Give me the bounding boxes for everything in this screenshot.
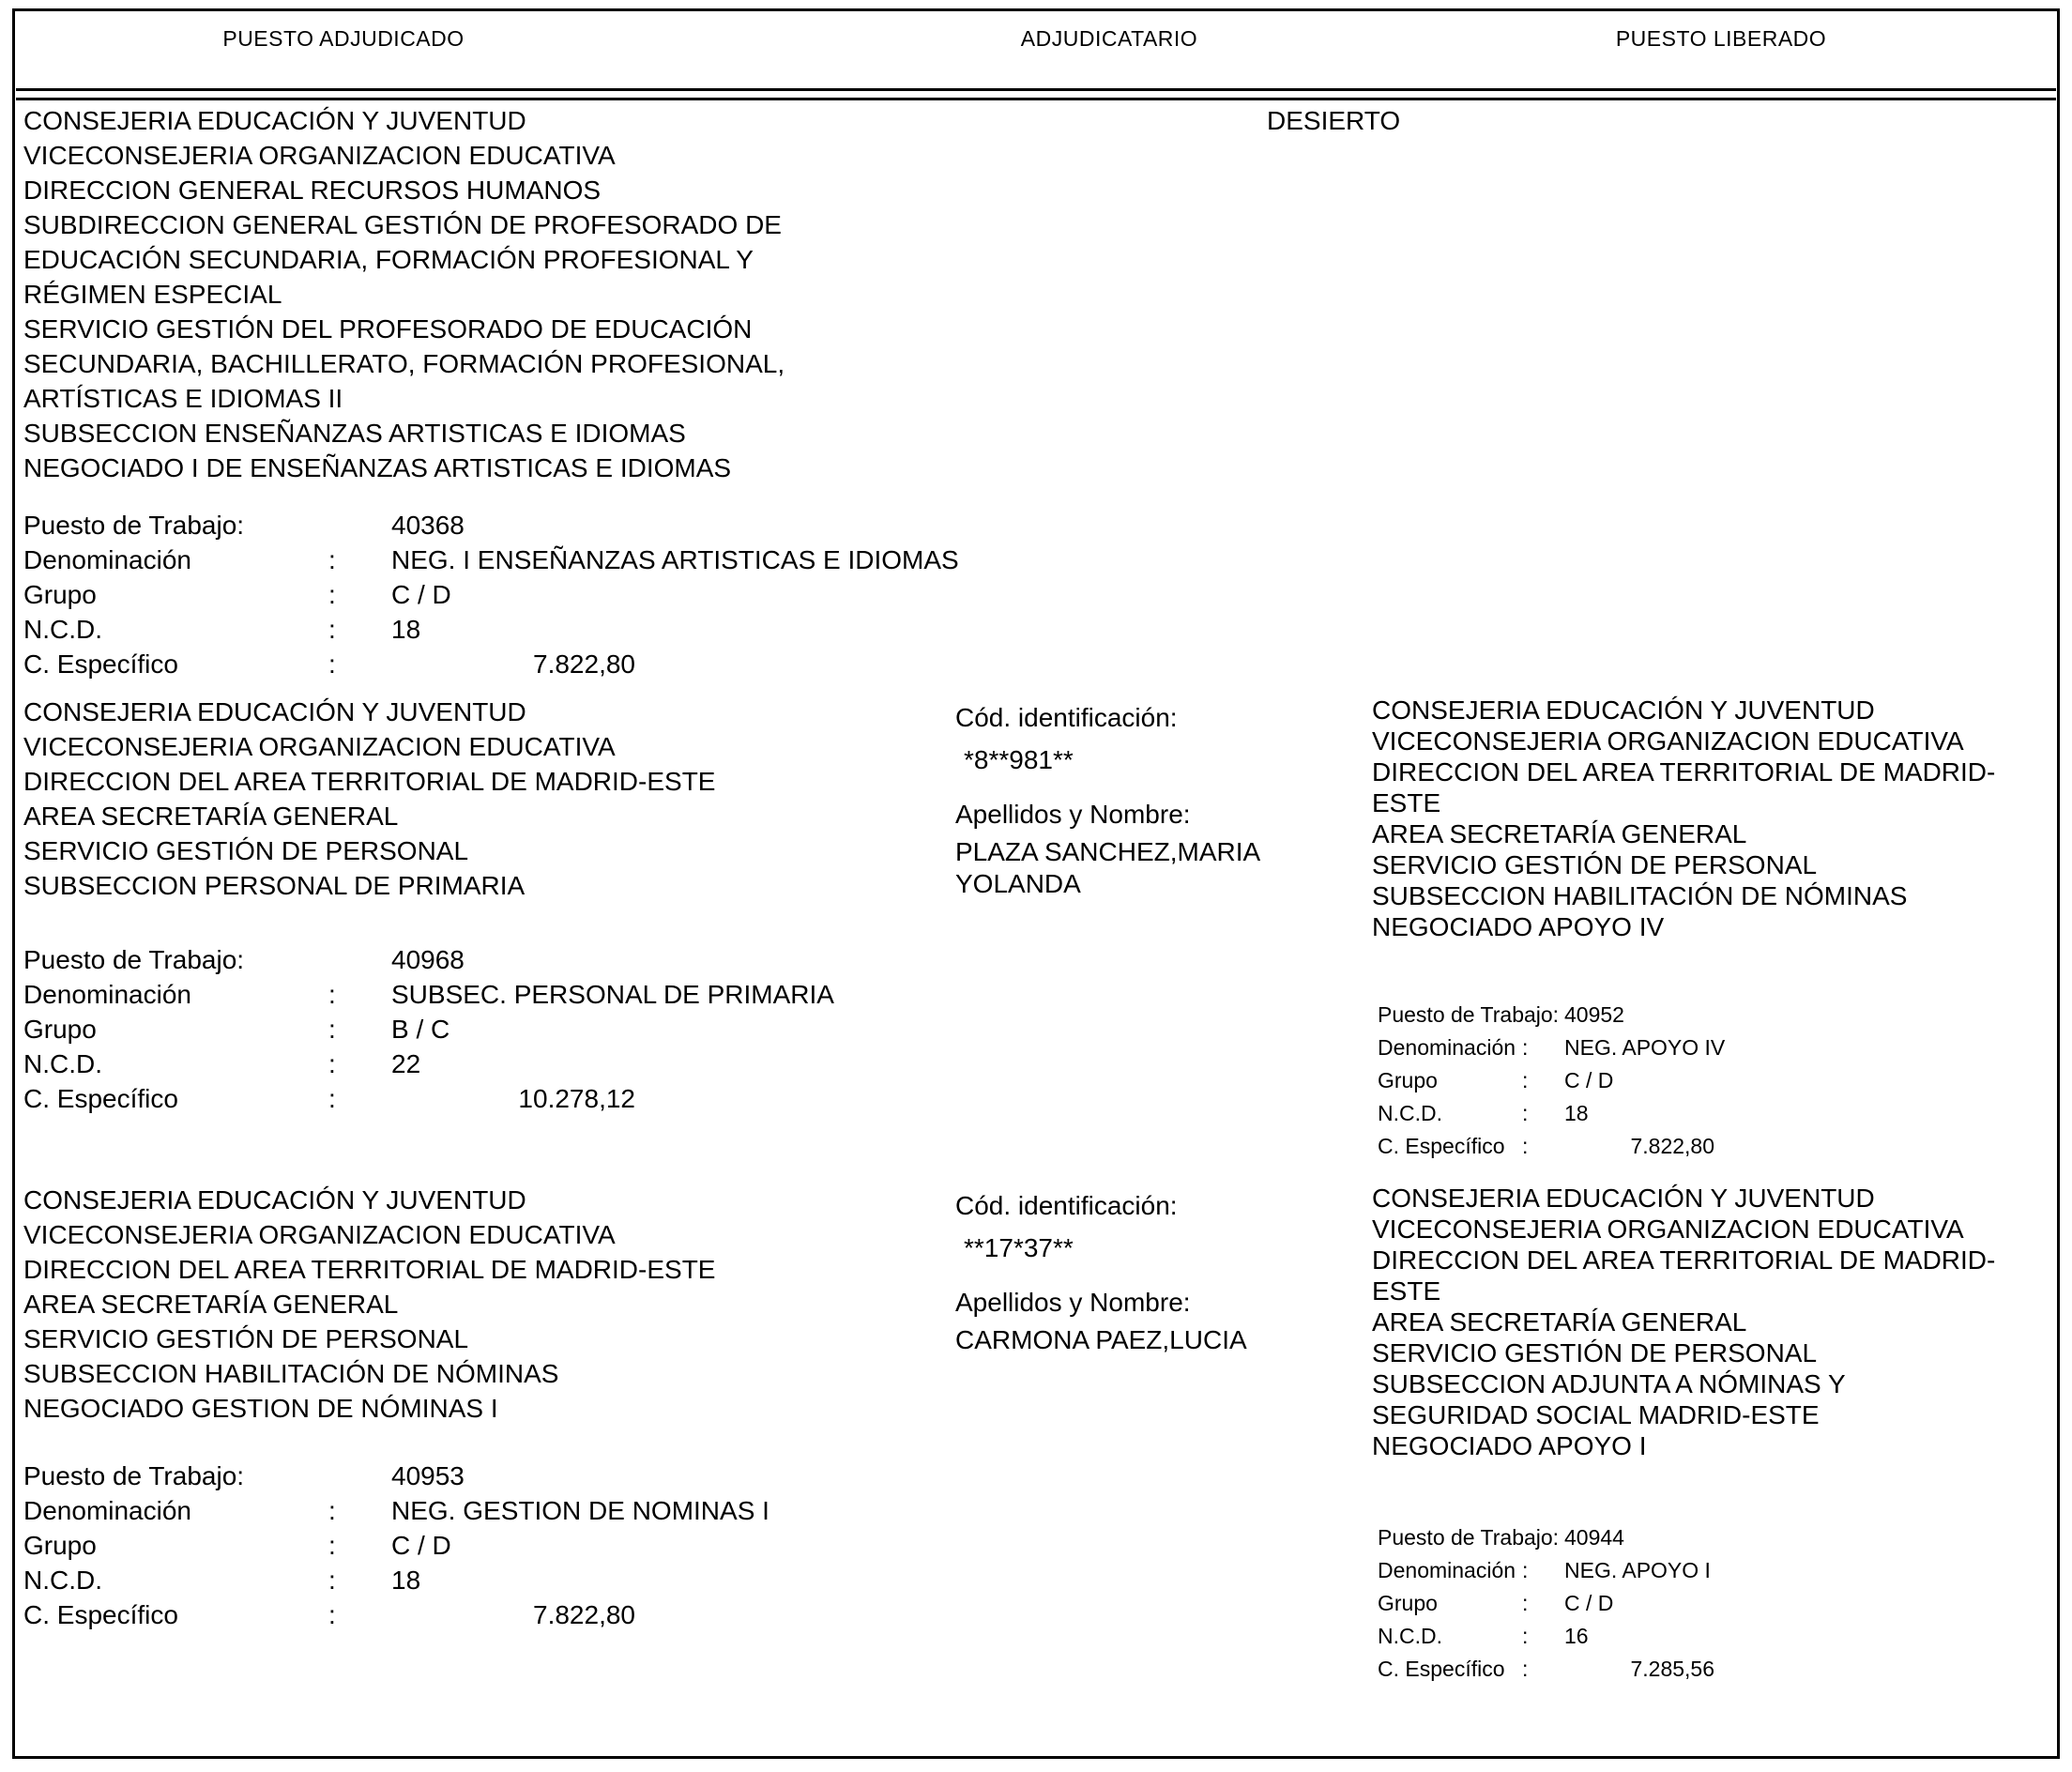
- detail-label: N.C.D.: [23, 1566, 102, 1595]
- detail-row-grupo: [23, 579, 737, 614]
- column-header-adjudicatario: ADJUDICATARIO: [1020, 26, 1198, 51]
- detail-value: 10.278,12: [518, 1084, 635, 1113]
- detail-value: 18: [1564, 1101, 1589, 1125]
- org-line: NEGOCIADO I DE ENSEÑANZAS ARTISTICAS E IDIOMAS: [23, 453, 732, 482]
- org-line: SERVICIO GESTIÓN DE PERSONAL: [23, 1324, 469, 1353]
- detail-colon: :: [1522, 1035, 1529, 1060]
- org-line: CONSEJERIA EDUCACIÓN Y JUVENTUD: [23, 106, 526, 135]
- detail-label: N.C.D.: [1378, 1101, 1442, 1125]
- detail-colon: :: [328, 615, 336, 644]
- detail-row-puesto: [1378, 1000, 2034, 1032]
- detail-label: Grupo: [23, 1015, 97, 1044]
- detail-row-ncd: [23, 1565, 737, 1599]
- org-line: RÉGIMEN ESPECIAL: [23, 280, 282, 309]
- detail-value: C / D: [1564, 1068, 1614, 1092]
- org-line: VICECONSEJERIA ORGANIZACION EDUCATIVA: [1372, 726, 1964, 756]
- org-line: SUBSECCION ENSEÑANZAS ARTISTICAS E IDIOMAS: [23, 419, 686, 448]
- detail-label: N.C.D.: [23, 1049, 102, 1078]
- detail-colon: :: [1522, 1624, 1529, 1648]
- detail-value: 7.822,80: [1630, 1134, 1714, 1158]
- detail-colon: :: [1522, 1101, 1529, 1125]
- detail-label: C. Específico: [1378, 1657, 1505, 1681]
- detail-value: NEG. APOYO IV: [1564, 1035, 1726, 1060]
- org-line: SUBSECCION HABILITACIÓN DE NÓMINAS: [1372, 881, 1908, 910]
- detail-colon: :: [328, 1049, 336, 1078]
- detail-row-especifico: [23, 649, 737, 683]
- header-separator-line-1: [16, 88, 2056, 91]
- org-line: VICECONSEJERIA ORGANIZACION EDUCATIVA: [23, 141, 616, 170]
- org-line: AREA SECRETARÍA GENERAL: [1372, 819, 1747, 848]
- column-header-puesto-liberado: PUESTO LIBERADO: [1615, 26, 1827, 51]
- desierto-text: DESIERTO: [1267, 106, 1401, 135]
- detail-value: 40368: [391, 511, 465, 540]
- detail-row-grupo: [1378, 1588, 2034, 1621]
- org-line: CONSEJERIA EDUCACIÓN Y JUVENTUD: [1372, 1184, 1875, 1213]
- apellidos-label: Apellidos y Nombre:: [955, 800, 1191, 829]
- org-line: DIRECCION DEL AREA TERRITORIAL DE MADRID-ESTE: [23, 767, 716, 796]
- detail-colon: :: [328, 980, 336, 1009]
- org-block-liberado-3: [1372, 1183, 1995, 1461]
- details-liberado-3: [1378, 1522, 2034, 1687]
- detail-label: Denominación: [23, 545, 191, 574]
- detail-label: Puesto de Trabajo:: [23, 945, 245, 974]
- detail-colon: :: [1522, 1068, 1529, 1092]
- detail-row-ncd: [23, 1048, 737, 1083]
- apellidos-value-line: PLAZA SANCHEZ,MARIA: [955, 837, 1261, 866]
- org-line: AREA SECRETARÍA GENERAL: [23, 802, 399, 831]
- detail-row-especifico: [1378, 1654, 2034, 1687]
- detail-row-ncd: [1378, 1098, 2034, 1131]
- column-header-puesto-adjudicado: PUESTO ADJUDICADO: [222, 26, 465, 51]
- detail-row-grupo: [23, 1014, 737, 1048]
- detail-row-denominacion: [23, 544, 959, 579]
- detail-value: 18: [391, 615, 421, 644]
- detail-row-denominacion: [23, 1495, 769, 1530]
- org-line: ESTE: [1372, 1276, 1441, 1306]
- org-line: SUBSECCION ADJUNTA A NÓMINAS Y: [1372, 1369, 1846, 1398]
- detail-row-denominacion: [1378, 1555, 2034, 1588]
- detail-value: 40952: [1564, 1002, 1624, 1027]
- org-line: EDUCACIÓN SECUNDARIA, FORMACIÓN PROFESIONAL Y: [23, 245, 754, 274]
- detail-colon: :: [328, 1531, 336, 1560]
- detail-value: 7.822,80: [533, 1600, 635, 1629]
- detail-row-puesto: [23, 510, 737, 544]
- org-line: CONSEJERIA EDUCACIÓN Y JUVENTUD: [23, 697, 526, 726]
- detail-colon: :: [328, 1600, 336, 1629]
- org-line: SUBDIRECCION GENERAL GESTIÓN DE PROFESORADO DE: [23, 210, 782, 239]
- org-line: ESTE: [1372, 788, 1441, 817]
- detail-value: 16: [1564, 1624, 1589, 1648]
- detail-row-especifico: [1378, 1131, 2034, 1164]
- org-line: NEGOCIADO APOYO I: [1372, 1431, 1647, 1460]
- detail-label: C. Específico: [23, 1084, 178, 1113]
- detail-value: 7.285,56: [1630, 1657, 1714, 1681]
- org-line: SERVICIO GESTIÓN DE PERSONAL: [1372, 1338, 1818, 1367]
- org-line: AREA SECRETARÍA GENERAL: [23, 1290, 399, 1319]
- detail-label: C. Específico: [1378, 1134, 1505, 1158]
- detail-row-especifico: [23, 1599, 737, 1634]
- org-line: SERVICIO GESTIÓN DE PERSONAL: [1372, 850, 1818, 879]
- detail-colon: :: [328, 1084, 336, 1113]
- detail-value: 7.822,80: [533, 649, 635, 679]
- apellidos-value-line: CARMONA PAEZ,LUCIA: [955, 1325, 1247, 1354]
- detail-row-puesto: [1378, 1522, 2034, 1555]
- details-liberado-2: [1378, 1000, 2034, 1164]
- org-block-adjudicado-2: [23, 695, 715, 903]
- org-line: NEGOCIADO APOYO IV: [1372, 912, 1665, 941]
- details-adjudicado-1: [23, 510, 959, 683]
- detail-colon: :: [328, 1015, 336, 1044]
- detail-label: Denominación: [1378, 1558, 1516, 1582]
- detail-row-denominacion: [23, 979, 834, 1014]
- detail-row-ncd: [23, 614, 737, 649]
- apellidos-label: Apellidos y Nombre:: [955, 1288, 1191, 1317]
- detail-row-puesto: [23, 1460, 737, 1495]
- org-line: SERVICIO GESTIÓN DEL PROFESORADO DE EDUCACIÓN: [23, 314, 753, 344]
- org-block-adjudicado-1: [23, 103, 785, 485]
- org-block-adjudicado-3: [23, 1183, 715, 1426]
- org-line: SUBSECCION PERSONAL DE PRIMARIA: [23, 871, 526, 900]
- org-line: AREA SECRETARÍA GENERAL: [1372, 1307, 1747, 1337]
- org-line: VICECONSEJERIA ORGANIZACION EDUCATIVA: [23, 732, 616, 761]
- detail-row-ncd: [1378, 1621, 2034, 1654]
- detail-value: NEG. APOYO I: [1564, 1558, 1711, 1582]
- detail-label: Denominación: [23, 980, 191, 1009]
- detail-colon: :: [328, 580, 336, 609]
- detail-label: C. Específico: [23, 1600, 178, 1629]
- org-block-liberado-2: [1372, 695, 1995, 942]
- org-line: SUBSECCION HABILITACIÓN DE NÓMINAS: [23, 1359, 559, 1388]
- detail-row-grupo: [23, 1530, 737, 1565]
- detail-row-grupo: [1378, 1065, 2034, 1098]
- org-line: DIRECCION DEL AREA TERRITORIAL DE MADRID-: [1372, 757, 1996, 787]
- detail-label: Puesto de Trabajo:: [23, 1461, 245, 1490]
- detail-label: Puesto de Trabajo:: [1378, 1525, 1560, 1550]
- detail-label: Grupo: [23, 1531, 97, 1560]
- org-line: DIRECCION GENERAL RECURSOS HUMANOS: [23, 176, 602, 205]
- detail-colon: :: [328, 649, 336, 679]
- detail-value: SUBSEC. PERSONAL DE PRIMARIA: [391, 980, 834, 1009]
- cod-identificacion-value: **17*37**: [964, 1233, 1074, 1262]
- org-line: VICECONSEJERIA ORGANIZACION EDUCATIVA: [23, 1220, 616, 1249]
- org-line: DIRECCION DEL AREA TERRITORIAL DE MADRID-: [1372, 1245, 1996, 1275]
- detail-label: C. Específico: [23, 649, 178, 679]
- detail-row-especifico: [23, 1083, 737, 1118]
- detail-colon: :: [1522, 1134, 1529, 1158]
- detail-value: 40953: [391, 1461, 465, 1490]
- org-line: CONSEJERIA EDUCACIÓN Y JUVENTUD: [1372, 695, 1875, 725]
- detail-value: 18: [391, 1566, 421, 1595]
- detail-value: 40968: [391, 945, 465, 974]
- cod-identificacion-label: Cód. identificación:: [955, 1191, 1178, 1220]
- cod-identificacion-value: *8**981**: [964, 745, 1074, 774]
- detail-value: NEG. GESTION DE NOMINAS I: [391, 1496, 769, 1525]
- detail-colon: :: [1522, 1558, 1529, 1582]
- cod-identificacion-label: Cód. identificación:: [955, 703, 1178, 732]
- detail-label: Denominación: [23, 1496, 191, 1525]
- detail-value: C / D: [1564, 1591, 1614, 1615]
- detail-colon: :: [1522, 1657, 1529, 1681]
- apellidos-value-line: YOLANDA: [955, 869, 1081, 898]
- org-line: CONSEJERIA EDUCACIÓN Y JUVENTUD: [23, 1185, 526, 1214]
- detail-value: C / D: [391, 580, 451, 609]
- detail-colon: :: [328, 1496, 336, 1525]
- detail-label: Puesto de Trabajo:: [23, 511, 245, 540]
- org-line: NEGOCIADO GESTION DE NÓMINAS I: [23, 1394, 498, 1423]
- detail-row-puesto: [23, 944, 737, 979]
- detail-value: NEG. I ENSEÑANZAS ARTISTICAS E IDIOMAS: [391, 545, 959, 574]
- detail-label: Denominación: [1378, 1035, 1516, 1060]
- detail-value: B / C: [391, 1015, 450, 1044]
- detail-row-denominacion: [1378, 1032, 2034, 1065]
- org-line: DIRECCION DEL AREA TERRITORIAL DE MADRID-ESTE: [23, 1255, 716, 1284]
- detail-label: Grupo: [1378, 1068, 1438, 1092]
- header-separator-line-2: [16, 98, 2056, 100]
- detail-label: N.C.D.: [1378, 1624, 1442, 1648]
- org-line: SERVICIO GESTIÓN DE PERSONAL: [23, 836, 469, 865]
- org-line: ARTÍSTICAS E IDIOMAS II: [23, 384, 343, 413]
- detail-label: Grupo: [23, 580, 97, 609]
- detail-value: C / D: [391, 1531, 451, 1560]
- detail-value: 22: [391, 1049, 421, 1078]
- details-adjudicado-3: [23, 1460, 769, 1634]
- detail-colon: :: [328, 1566, 336, 1595]
- detail-label: N.C.D.: [23, 615, 102, 644]
- org-line: SECUNDARIA, BACHILLERATO, FORMACIÓN PROFESIONAL,: [23, 349, 785, 378]
- org-line: SEGURIDAD SOCIAL MADRID-ESTE: [1372, 1400, 1820, 1429]
- detail-label: Puesto de Trabajo:: [1378, 1002, 1560, 1027]
- detail-value: 40944: [1564, 1525, 1624, 1550]
- org-line: VICECONSEJERIA ORGANIZACION EDUCATIVA: [1372, 1214, 1964, 1244]
- detail-colon: :: [1522, 1591, 1529, 1615]
- detail-colon: :: [328, 545, 336, 574]
- detail-label: Grupo: [1378, 1591, 1438, 1615]
- details-adjudicado-2: [23, 944, 834, 1118]
